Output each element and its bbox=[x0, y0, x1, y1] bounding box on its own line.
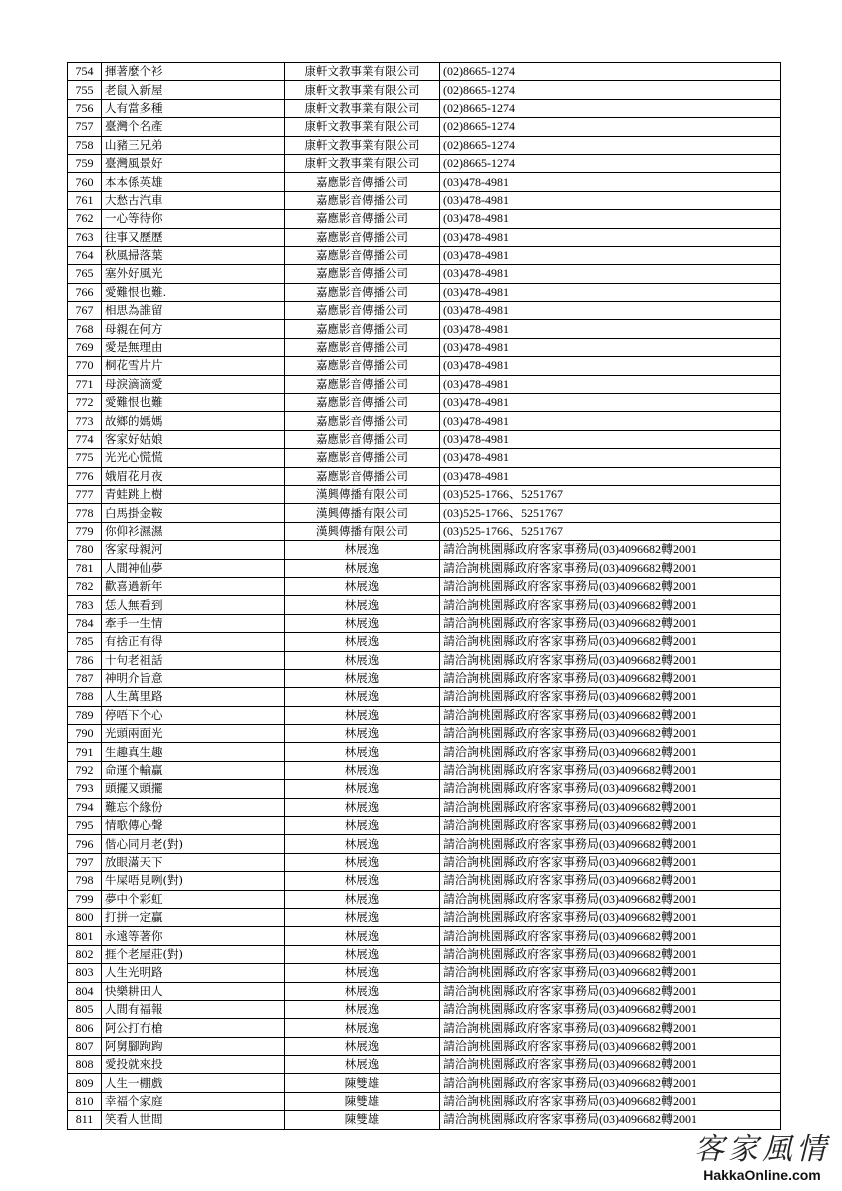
publisher: 林展逸 bbox=[285, 982, 440, 1000]
table-row bbox=[68, 835, 781, 853]
contact-info: (03)478-4981 bbox=[440, 210, 781, 228]
song-title: 娥眉花月夜 bbox=[102, 467, 285, 485]
contact-info: (03)478-4981 bbox=[440, 246, 781, 264]
publisher: 漢興傳播有限公司 bbox=[285, 522, 440, 540]
publisher: 林展逸 bbox=[285, 633, 440, 651]
publisher: 嘉應影音傳播公司 bbox=[285, 283, 440, 301]
song-title: 往事又歷歷 bbox=[102, 228, 285, 246]
contact-info: (03)478-4981 bbox=[440, 430, 781, 448]
song-title: 命運个輸贏 bbox=[102, 761, 285, 779]
publisher: 林展逸 bbox=[285, 945, 440, 963]
row-number: 769 bbox=[68, 338, 102, 356]
publisher: 林展逸 bbox=[285, 872, 440, 890]
contact-info: 請洽詢桃園縣政府客家事務局(03)4096682轉2001 bbox=[440, 559, 781, 577]
contact-info: (02)8665-1274 bbox=[440, 136, 781, 154]
contact-info: 請洽詢桃園縣政府客家事務局(03)4096682轉2001 bbox=[440, 688, 781, 706]
table-row bbox=[68, 982, 781, 1000]
song-title: 笑看人世間 bbox=[102, 1111, 285, 1129]
contact-info: 請洽詢桃園縣政府客家事務局(03)4096682轉2001 bbox=[440, 853, 781, 871]
publisher: 林展逸 bbox=[285, 817, 440, 835]
row-number: 788 bbox=[68, 688, 102, 706]
row-number: 758 bbox=[68, 136, 102, 154]
contact-info: (02)8665-1274 bbox=[440, 118, 781, 136]
song-title: 夢中个彩虹 bbox=[102, 890, 285, 908]
publisher: 嘉應影音傳播公司 bbox=[285, 302, 440, 320]
table-row bbox=[68, 669, 781, 687]
song-title: 愛難恨也難. bbox=[102, 283, 285, 301]
contact-info: 請洽詢桃園縣政府客家事務局(03)4096682轉2001 bbox=[440, 890, 781, 908]
table-row bbox=[68, 945, 781, 963]
row-number: 782 bbox=[68, 577, 102, 595]
row-number: 777 bbox=[68, 485, 102, 503]
publisher: 林展逸 bbox=[285, 798, 440, 816]
publisher: 林展逸 bbox=[285, 1000, 440, 1018]
table-row bbox=[68, 246, 781, 264]
row-number: 765 bbox=[68, 265, 102, 283]
table-row bbox=[68, 118, 781, 136]
song-title: 客家母親河 bbox=[102, 541, 285, 559]
song-title: 光光心慌慌 bbox=[102, 449, 285, 467]
table-row bbox=[68, 688, 781, 706]
publisher: 嘉應影音傳播公司 bbox=[285, 412, 440, 430]
song-title: 情歌傳心聲 bbox=[102, 817, 285, 835]
table-row bbox=[68, 430, 781, 448]
song-title: 人生一棚戲 bbox=[102, 1074, 285, 1092]
song-title: 塞外好風光 bbox=[102, 265, 285, 283]
contact-info: (03)525-1766、5251767 bbox=[440, 522, 781, 540]
table-row bbox=[68, 210, 781, 228]
publisher: 漢興傳播有限公司 bbox=[285, 485, 440, 503]
song-title: 人生光明路 bbox=[102, 964, 285, 982]
row-number: 773 bbox=[68, 412, 102, 430]
contact-info: (03)478-4981 bbox=[440, 265, 781, 283]
table-row bbox=[68, 1074, 781, 1092]
contact-info: (03)478-4981 bbox=[440, 338, 781, 356]
song-title: 停唔下个心 bbox=[102, 706, 285, 724]
row-number: 754 bbox=[68, 63, 102, 81]
table-row bbox=[68, 614, 781, 632]
row-number: 781 bbox=[68, 559, 102, 577]
publisher: 康軒文教事業有限公司 bbox=[285, 99, 440, 117]
contact-info: (03)478-4981 bbox=[440, 173, 781, 191]
song-title: 歡喜過新年 bbox=[102, 577, 285, 595]
song-title: 桐花雪片片 bbox=[102, 357, 285, 375]
publisher: 林展逸 bbox=[285, 1019, 440, 1037]
song-list-table bbox=[67, 62, 781, 1130]
contact-info: (03)478-4981 bbox=[440, 228, 781, 246]
song-title: 臺灣个名產 bbox=[102, 118, 285, 136]
row-number: 805 bbox=[68, 1000, 102, 1018]
song-title: 放眼滿天下 bbox=[102, 853, 285, 871]
contact-info: 請洽詢桃園縣政府客家事務局(03)4096682轉2001 bbox=[440, 577, 781, 595]
contact-info: 請洽詢桃園縣政府客家事務局(03)4096682轉2001 bbox=[440, 669, 781, 687]
contact-info: (03)478-4981 bbox=[440, 357, 781, 375]
publisher: 嘉應影音傳播公司 bbox=[285, 228, 440, 246]
row-number: 756 bbox=[68, 99, 102, 117]
table-row bbox=[68, 1111, 781, 1129]
publisher: 林展逸 bbox=[285, 725, 440, 743]
contact-info: 請洽詢桃園縣政府客家事務局(03)4096682轉2001 bbox=[440, 780, 781, 798]
table-row bbox=[68, 559, 781, 577]
row-number: 768 bbox=[68, 320, 102, 338]
song-title: 愛是無理由 bbox=[102, 338, 285, 356]
table-row bbox=[68, 522, 781, 540]
table-row bbox=[68, 633, 781, 651]
song-title: 白馬掛金鞍 bbox=[102, 504, 285, 522]
row-number: 771 bbox=[68, 375, 102, 393]
publisher: 嘉應影音傳播公司 bbox=[285, 173, 440, 191]
contact-info: 請洽詢桃園縣政府客家事務局(03)4096682轉2001 bbox=[440, 725, 781, 743]
contact-info: 請洽詢桃園縣政府客家事務局(03)4096682轉2001 bbox=[440, 908, 781, 926]
table-row bbox=[68, 63, 781, 81]
row-number: 770 bbox=[68, 357, 102, 375]
contact-info: 請洽詢桃園縣政府客家事務局(03)4096682轉2001 bbox=[440, 706, 781, 724]
row-number: 798 bbox=[68, 872, 102, 890]
table-row bbox=[68, 357, 781, 375]
table-row bbox=[68, 154, 781, 172]
contact-info: 請洽詢桃園縣政府客家事務局(03)4096682轉2001 bbox=[440, 743, 781, 761]
contact-info: (03)478-4981 bbox=[440, 283, 781, 301]
contact-info: 請洽詢桃園縣政府客家事務局(03)4096682轉2001 bbox=[440, 872, 781, 890]
contact-info: 請洽詢桃園縣政府客家事務局(03)4096682轉2001 bbox=[440, 1056, 781, 1074]
table-row bbox=[68, 338, 781, 356]
song-title: 母親在何方 bbox=[102, 320, 285, 338]
contact-info: (03)525-1766、5251767 bbox=[440, 504, 781, 522]
publisher: 漢興傳播有限公司 bbox=[285, 504, 440, 522]
watermark-site-name: HakkaOnline.com bbox=[703, 1167, 821, 1183]
song-title: 難忘个緣份 bbox=[102, 798, 285, 816]
row-number: 792 bbox=[68, 761, 102, 779]
contact-info: (03)478-4981 bbox=[440, 394, 781, 412]
song-title: 神明介旨意 bbox=[102, 669, 285, 687]
row-number: 760 bbox=[68, 173, 102, 191]
table-row bbox=[68, 817, 781, 835]
table-row bbox=[68, 596, 781, 614]
contact-info: (02)8665-1274 bbox=[440, 99, 781, 117]
row-number: 755 bbox=[68, 81, 102, 99]
table-row bbox=[68, 706, 781, 724]
table-row bbox=[68, 302, 781, 320]
row-number: 757 bbox=[68, 118, 102, 136]
publisher: 林展逸 bbox=[285, 1056, 440, 1074]
contact-info: 請洽詢桃園縣政府客家事務局(03)4096682轉2001 bbox=[440, 964, 781, 982]
contact-info: (02)8665-1274 bbox=[440, 81, 781, 99]
table-row bbox=[68, 964, 781, 982]
table-row bbox=[68, 853, 781, 871]
row-number: 778 bbox=[68, 504, 102, 522]
table-row bbox=[68, 725, 781, 743]
row-number: 803 bbox=[68, 964, 102, 982]
publisher: 林展逸 bbox=[285, 541, 440, 559]
contact-info: 請洽詢桃園縣政府客家事務局(03)4096682轉2001 bbox=[440, 835, 781, 853]
song-title: 人有當多種 bbox=[102, 99, 285, 117]
song-title: 相思為誰留 bbox=[102, 302, 285, 320]
contact-info: (03)478-4981 bbox=[440, 320, 781, 338]
publisher: 林展逸 bbox=[285, 761, 440, 779]
publisher: 陳雙雄 bbox=[285, 1092, 440, 1110]
song-title: 阿公打冇槍 bbox=[102, 1019, 285, 1037]
song-title: 青蛙跳上樹 bbox=[102, 485, 285, 503]
publisher: 康軒文教事業有限公司 bbox=[285, 81, 440, 99]
publisher: 林展逸 bbox=[285, 651, 440, 669]
contact-info: (02)8665-1274 bbox=[440, 154, 781, 172]
row-number: 810 bbox=[68, 1092, 102, 1110]
table-row bbox=[68, 412, 781, 430]
song-title: 牽手一生情 bbox=[102, 614, 285, 632]
table-row bbox=[68, 1037, 781, 1055]
song-title: 愛難恨也難 bbox=[102, 394, 285, 412]
publisher: 林展逸 bbox=[285, 559, 440, 577]
table-row bbox=[68, 872, 781, 890]
song-title: 客家好姑娘 bbox=[102, 430, 285, 448]
contact-info: 請洽詢桃園縣政府客家事務局(03)4096682轉2001 bbox=[440, 596, 781, 614]
publisher: 嘉應影音傳播公司 bbox=[285, 430, 440, 448]
song-title: 頭擺又頭擺 bbox=[102, 780, 285, 798]
song-title: 大愁古汽車 bbox=[102, 191, 285, 209]
publisher: 康軒文教事業有限公司 bbox=[285, 154, 440, 172]
publisher: 林展逸 bbox=[285, 1037, 440, 1055]
contact-info: 請洽詢桃園縣政府客家事務局(03)4096682轉2001 bbox=[440, 1074, 781, 1092]
contact-info: 請洽詢桃園縣政府客家事務局(03)4096682轉2001 bbox=[440, 927, 781, 945]
table-row bbox=[68, 173, 781, 191]
table-row bbox=[68, 890, 781, 908]
song-title: 打拼一定贏 bbox=[102, 908, 285, 926]
row-number: 808 bbox=[68, 1056, 102, 1074]
row-number: 793 bbox=[68, 780, 102, 798]
table-row bbox=[68, 136, 781, 154]
song-title: 偕心同月老(對) bbox=[102, 835, 285, 853]
publisher: 林展逸 bbox=[285, 688, 440, 706]
contact-info: 請洽詢桃園縣政府客家事務局(03)4096682轉2001 bbox=[440, 614, 781, 632]
table-row bbox=[68, 908, 781, 926]
publisher: 林展逸 bbox=[285, 927, 440, 945]
row-number: 763 bbox=[68, 228, 102, 246]
contact-info: 請洽詢桃園縣政府客家事務局(03)4096682轉2001 bbox=[440, 1000, 781, 1018]
row-number: 786 bbox=[68, 651, 102, 669]
publisher: 林展逸 bbox=[285, 614, 440, 632]
publisher: 嘉應影音傳播公司 bbox=[285, 191, 440, 209]
row-number: 762 bbox=[68, 210, 102, 228]
row-number: 784 bbox=[68, 614, 102, 632]
publisher: 林展逸 bbox=[285, 706, 440, 724]
publisher: 嘉應影音傳播公司 bbox=[285, 375, 440, 393]
row-number: 794 bbox=[68, 798, 102, 816]
song-title: 故鄉的媽媽 bbox=[102, 412, 285, 430]
site-watermark bbox=[694, 1133, 830, 1183]
row-number: 787 bbox=[68, 669, 102, 687]
publisher: 康軒文教事業有限公司 bbox=[285, 118, 440, 136]
publisher: 林展逸 bbox=[285, 853, 440, 871]
table-row bbox=[68, 81, 781, 99]
contact-info: 請洽詢桃園縣政府客家事務局(03)4096682轉2001 bbox=[440, 1037, 781, 1055]
song-title: 快樂耕田人 bbox=[102, 982, 285, 1000]
contact-info: 請洽詢桃園縣政府客家事務局(03)4096682轉2001 bbox=[440, 541, 781, 559]
publisher: 嘉應影音傳播公司 bbox=[285, 210, 440, 228]
publisher: 林展逸 bbox=[285, 908, 440, 926]
song-title: 人間神仙夢 bbox=[102, 559, 285, 577]
table-row bbox=[68, 541, 781, 559]
row-number: 791 bbox=[68, 743, 102, 761]
song-title: 永遠等著你 bbox=[102, 927, 285, 945]
row-number: 785 bbox=[68, 633, 102, 651]
contact-info: (03)525-1766、5251767 bbox=[440, 485, 781, 503]
row-number: 790 bbox=[68, 725, 102, 743]
contact-info: 請洽詢桃園縣政府客家事務局(03)4096682轉2001 bbox=[440, 651, 781, 669]
publisher: 嘉應影音傳播公司 bbox=[285, 467, 440, 485]
table-row bbox=[68, 99, 781, 117]
publisher: 嘉應影音傳播公司 bbox=[285, 265, 440, 283]
publisher: 林展逸 bbox=[285, 743, 440, 761]
publisher: 林展逸 bbox=[285, 780, 440, 798]
publisher: 嘉應影音傳播公司 bbox=[285, 394, 440, 412]
table-row bbox=[68, 283, 781, 301]
song-title: 幸福个家庭 bbox=[102, 1092, 285, 1110]
song-title: 秋風掃落葉 bbox=[102, 246, 285, 264]
row-number: 795 bbox=[68, 817, 102, 835]
song-title: 本本係英雄 bbox=[102, 173, 285, 191]
table-row bbox=[68, 780, 781, 798]
song-title: 愛投就來投 bbox=[102, 1056, 285, 1074]
table-row bbox=[68, 651, 781, 669]
row-number: 761 bbox=[68, 191, 102, 209]
song-title: 一心等待你 bbox=[102, 210, 285, 228]
song-title: 十句老祖話 bbox=[102, 651, 285, 669]
publisher: 林展逸 bbox=[285, 669, 440, 687]
table-row bbox=[68, 485, 781, 503]
table-row bbox=[68, 1000, 781, 1018]
table-row bbox=[68, 467, 781, 485]
table-row bbox=[68, 320, 781, 338]
row-number: 775 bbox=[68, 449, 102, 467]
song-title: 母淚滴滴愛 bbox=[102, 375, 285, 393]
row-number: 796 bbox=[68, 835, 102, 853]
song-title: 山豬三兄弟 bbox=[102, 136, 285, 154]
table-row bbox=[68, 743, 781, 761]
publisher: 林展逸 bbox=[285, 577, 440, 595]
row-number: 759 bbox=[68, 154, 102, 172]
row-number: 779 bbox=[68, 522, 102, 540]
contact-info: 請洽詢桃園縣政府客家事務局(03)4096682轉2001 bbox=[440, 1111, 781, 1129]
table-row bbox=[68, 1092, 781, 1110]
row-number: 806 bbox=[68, 1019, 102, 1037]
table-row bbox=[68, 375, 781, 393]
table-row bbox=[68, 449, 781, 467]
row-number: 783 bbox=[68, 596, 102, 614]
publisher: 康軒文教事業有限公司 bbox=[285, 136, 440, 154]
row-number: 799 bbox=[68, 890, 102, 908]
row-number: 766 bbox=[68, 283, 102, 301]
song-title: 光頭兩面光 bbox=[102, 725, 285, 743]
contact-info: (03)478-4981 bbox=[440, 302, 781, 320]
row-number: 764 bbox=[68, 246, 102, 264]
song-title: 臺灣風景好 bbox=[102, 154, 285, 172]
table-row bbox=[68, 577, 781, 595]
song-title: 阿舅腳跔跔 bbox=[102, 1037, 285, 1055]
publisher: 陳雙雄 bbox=[285, 1111, 440, 1129]
row-number: 804 bbox=[68, 982, 102, 1000]
contact-info: (03)478-4981 bbox=[440, 191, 781, 209]
song-title: 人生萬里路 bbox=[102, 688, 285, 706]
table-row bbox=[68, 798, 781, 816]
row-number: 797 bbox=[68, 853, 102, 871]
table-row bbox=[68, 1056, 781, 1074]
contact-info: 請洽詢桃園縣政府客家事務局(03)4096682轉2001 bbox=[440, 633, 781, 651]
publisher: 陳雙雄 bbox=[285, 1074, 440, 1092]
song-title: 恁人無看到 bbox=[102, 596, 285, 614]
song-title: 老鼠入新屋 bbox=[102, 81, 285, 99]
contact-info: 請洽詢桃園縣政府客家事務局(03)4096682轉2001 bbox=[440, 945, 781, 963]
contact-info: (03)478-4981 bbox=[440, 467, 781, 485]
song-title: 捱个老屋莊(對) bbox=[102, 945, 285, 963]
song-title: 揮著麼个衫 bbox=[102, 63, 285, 81]
row-number: 774 bbox=[68, 430, 102, 448]
table-row bbox=[68, 1019, 781, 1037]
row-number: 772 bbox=[68, 394, 102, 412]
contact-info: (03)478-4981 bbox=[440, 412, 781, 430]
row-number: 802 bbox=[68, 945, 102, 963]
contact-info: 請洽詢桃園縣政府客家事務局(03)4096682轉2001 bbox=[440, 1092, 781, 1110]
contact-info: 請洽詢桃園縣政府客家事務局(03)4096682轉2001 bbox=[440, 761, 781, 779]
contact-info: 請洽詢桃園縣政府客家事務局(03)4096682轉2001 bbox=[440, 798, 781, 816]
contact-info: (03)478-4981 bbox=[440, 449, 781, 467]
publisher: 林展逸 bbox=[285, 596, 440, 614]
row-number: 801 bbox=[68, 927, 102, 945]
publisher: 嘉應影音傳播公司 bbox=[285, 320, 440, 338]
table-row bbox=[68, 228, 781, 246]
contact-info: (03)478-4981 bbox=[440, 375, 781, 393]
table-row bbox=[68, 761, 781, 779]
song-title: 生趣真生趣 bbox=[102, 743, 285, 761]
table-row bbox=[68, 504, 781, 522]
row-number: 800 bbox=[68, 908, 102, 926]
publisher: 林展逸 bbox=[285, 964, 440, 982]
publisher: 林展逸 bbox=[285, 835, 440, 853]
table-row bbox=[68, 927, 781, 945]
table-row bbox=[68, 265, 781, 283]
song-title: 人間有福報 bbox=[102, 1000, 285, 1018]
row-number: 776 bbox=[68, 467, 102, 485]
row-number: 807 bbox=[68, 1037, 102, 1055]
song-title: 有捨正有得 bbox=[102, 633, 285, 651]
song-title: 你仰衫濕濕 bbox=[102, 522, 285, 540]
row-number: 811 bbox=[68, 1111, 102, 1129]
table-row bbox=[68, 394, 781, 412]
song-list-body bbox=[68, 63, 781, 1130]
publisher: 嘉應影音傳播公司 bbox=[285, 449, 440, 467]
publisher: 嘉應影音傳播公司 bbox=[285, 357, 440, 375]
publisher: 嘉應影音傳播公司 bbox=[285, 338, 440, 356]
row-number: 809 bbox=[68, 1074, 102, 1092]
contact-info: 請洽詢桃園縣政府客家事務局(03)4096682轉2001 bbox=[440, 982, 781, 1000]
row-number: 767 bbox=[68, 302, 102, 320]
publisher: 林展逸 bbox=[285, 890, 440, 908]
contact-info: 請洽詢桃園縣政府客家事務局(03)4096682轉2001 bbox=[440, 1019, 781, 1037]
song-title: 牛屎唔見咧(對) bbox=[102, 872, 285, 890]
publisher: 康軒文教事業有限公司 bbox=[285, 63, 440, 81]
row-number: 780 bbox=[68, 541, 102, 559]
publisher: 嘉應影音傳播公司 bbox=[285, 246, 440, 264]
watermark-calligraphy: 客家風情 bbox=[694, 1132, 830, 1167]
contact-info: 請洽詢桃園縣政府客家事務局(03)4096682轉2001 bbox=[440, 817, 781, 835]
table-row bbox=[68, 191, 781, 209]
contact-info: (02)8665-1274 bbox=[440, 63, 781, 81]
row-number: 789 bbox=[68, 706, 102, 724]
